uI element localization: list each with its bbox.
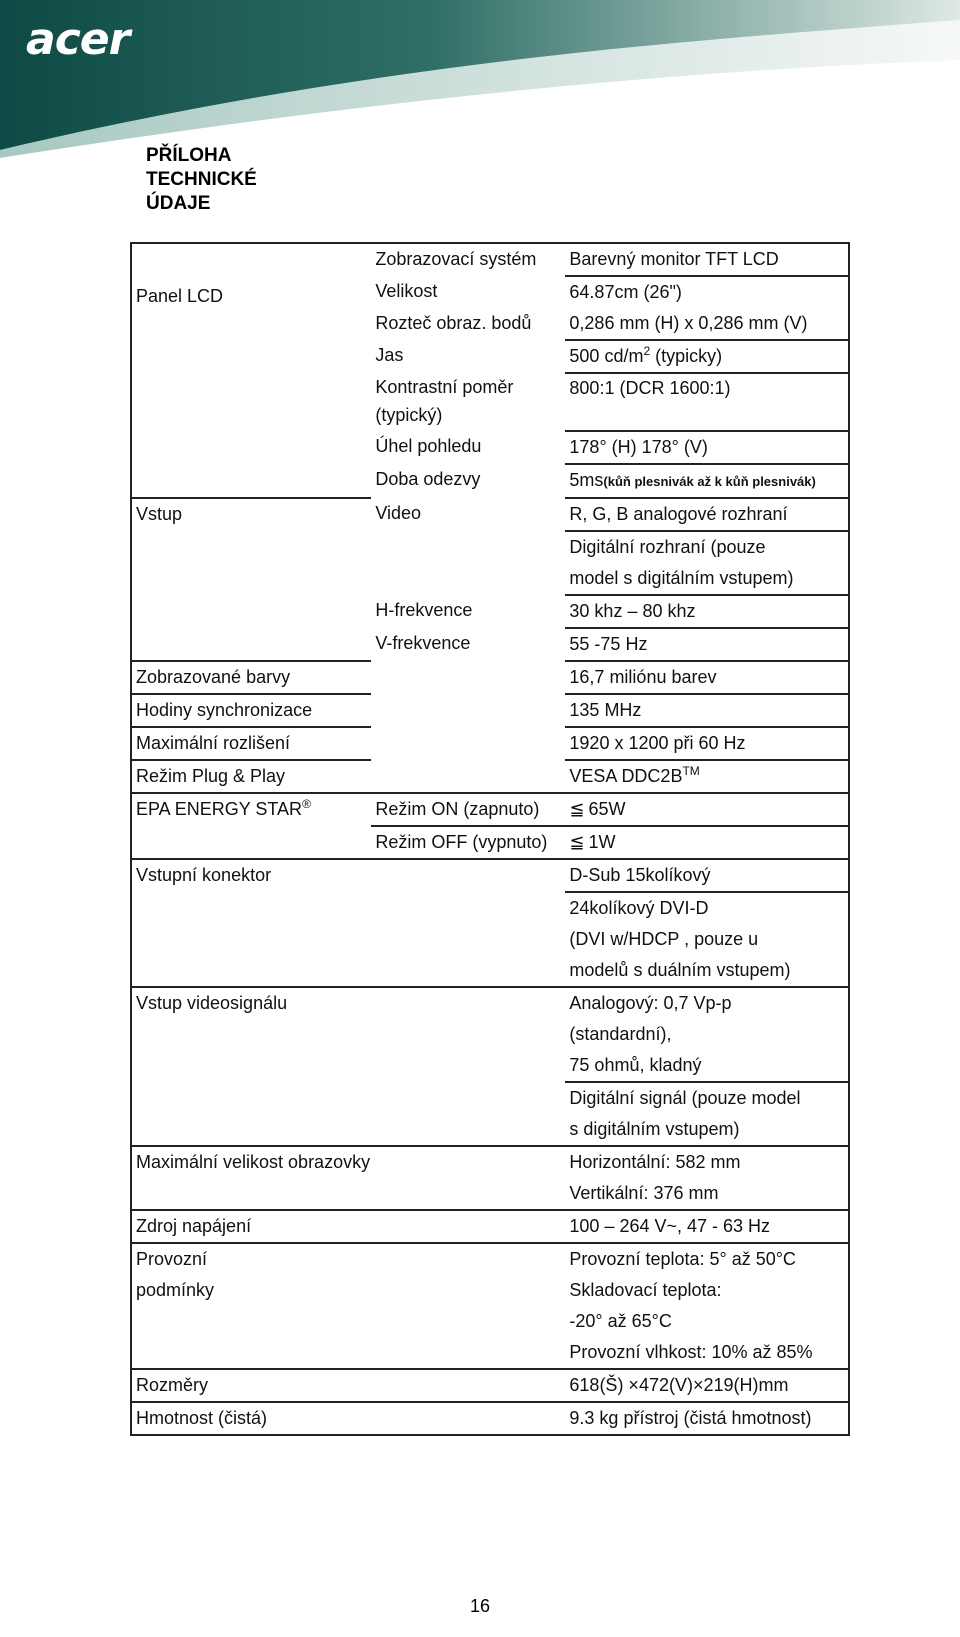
size-label: Velikost [375, 281, 438, 301]
angle-value: 178° (H) 178° (V) [565, 431, 849, 464]
video-input-value-5: s digitálním vstupem) [565, 1114, 849, 1146]
energy-on-value: ≦ 65W [565, 793, 849, 826]
display-system-label: Zobrazovací systém [371, 243, 565, 276]
panel-label: Panel LCD [131, 243, 371, 373]
connector-value-1: D-Sub 15kolíkový [565, 859, 849, 892]
power-label: Zdroj napájení [131, 1210, 565, 1243]
contrast-label: Kontrastní poměr (typický) [375, 377, 514, 425]
conditions-value-3: -20° až 65°C [565, 1306, 849, 1337]
display-system-value: Barevný monitor TFT LCD [565, 243, 849, 276]
hfreq-value: 30 khz – 80 khz [565, 595, 849, 628]
clock-value: 135 MHz [565, 694, 849, 727]
title-line-2: TECHNICKÉ [146, 169, 257, 190]
video-label: Video [375, 503, 422, 523]
conditions-label-2: podmínky [131, 1275, 565, 1306]
clock-label: Hodiny synchronizace [131, 694, 371, 727]
conditions-label-1: Provozní [131, 1243, 565, 1275]
video-value-1: R, G, B analogové rozhraní [565, 498, 849, 531]
conditions-value-1: Provozní teplota: 5° až 50°C [565, 1243, 849, 1275]
title-line-3: ÚDAJE [146, 193, 211, 214]
plugplay-label: Režim Plug & Play [131, 760, 371, 793]
hfreq-label: H-frekvence [375, 600, 473, 620]
size-value: 64.87cm (26") [565, 276, 849, 308]
video-input-label: Vstup videosignálu [131, 987, 371, 1019]
colors-label: Zobrazované barvy [131, 661, 371, 694]
pitch-value: 0,286 mm (H) x 0,286 mm (V) [565, 308, 849, 340]
contrast-value: 800:1 (DCR 1600:1) [565, 373, 849, 431]
dimensions-label: Rozměry [131, 1369, 565, 1402]
max-size-value-2: Vertikální: 376 mm [565, 1178, 849, 1210]
weight-value: 9.3 kg přístroj (čistá hmotnost) [565, 1402, 849, 1435]
input-label: Vstup [131, 498, 371, 531]
video-input-value-3: 75 ohmů, kladný [565, 1050, 849, 1082]
colors-value: 16,7 miliónu barev [565, 661, 849, 694]
connector-value-2: 24kolíkový DVI-D [565, 892, 849, 924]
max-size-value-1: Horizontální: 582 mm [565, 1146, 849, 1178]
brightness-value: 500 $cd/m^2$ (typicky) [565, 340, 849, 373]
connector-value-4: modelů s duálním vstupem) [565, 955, 849, 987]
spec-table [130, 242, 850, 1436]
video-input-value-4: Digitální signál (pouze model [565, 1082, 849, 1114]
dimensions-value: 618(Š) ×472(V)×219(H)mm [565, 1369, 849, 1402]
resolution-label: Maximální rozlišení [131, 727, 371, 760]
angle-label: Úhel pohledu [375, 436, 482, 456]
max-size-label: Maximální velikost obrazovky [131, 1146, 565, 1178]
conditions-value-2: Skladovací teplota: [565, 1275, 849, 1306]
video-input-value-1: Analogový: 0,7 Vp-p [565, 987, 849, 1019]
title-line-1: PŘÍLOHA [146, 145, 232, 166]
pitch-label: Rozteč obraz. bodů [375, 313, 532, 333]
weight-label: Hmotnost (čistá) [131, 1402, 565, 1435]
brightness-label: Jas [375, 345, 404, 365]
acer-logo: acer [26, 14, 130, 65]
header-banner [0, 0, 960, 160]
connector-label: Vstupní konektor [131, 859, 371, 892]
response-value: 5ms(kůň plesnivák až k kůň plesnivák) [565, 464, 849, 498]
plugplay-value: VESA DDC2B™ [565, 760, 849, 793]
connector-value-3: (DVI w/HDCP , pouze u [565, 924, 849, 955]
energy-off-label: Režim OFF (vypnuto) [371, 826, 565, 859]
energy-off-value: ≦ 1W [565, 826, 849, 859]
video-value-2: Digitální rozhraní (pouze [565, 531, 849, 563]
video-input-value-2: (standardní), [565, 1019, 849, 1050]
page-number: 16 [469, 1596, 491, 1616]
video-value-3: model s digitálním vstupem) [565, 563, 849, 595]
energy-on-label: Režim ON (zapnuto) [371, 793, 565, 826]
energy-label: EPA ENERGY STAR® [131, 793, 371, 826]
vfreq-label: V-frekvence [375, 633, 471, 653]
response-label: Doba odezvy [375, 469, 481, 489]
conditions-value-4: Provozní vlhkost: 10% až 85% [565, 1337, 849, 1369]
vfreq-value: 55 -75 Hz [565, 628, 849, 661]
power-value: 100 – 264 V~, 47 - 63 Hz [565, 1210, 849, 1243]
page-title [146, 144, 346, 216]
resolution-value: 1920 x 1200 při 60 Hz [565, 727, 849, 760]
